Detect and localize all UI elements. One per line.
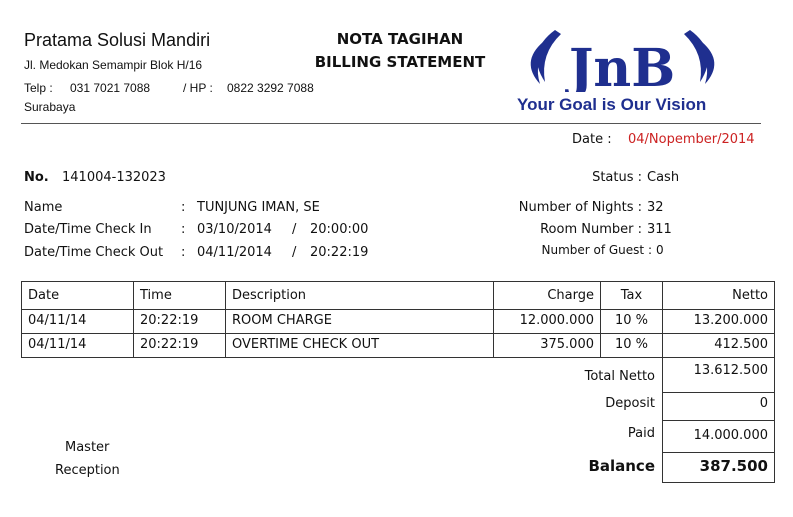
guest-value: 0 <box>656 243 664 257</box>
cell-netto: 412.500 <box>662 333 775 358</box>
checkin-time: 20:00:00 <box>310 222 369 237</box>
title-line2: BILLING STATEMENT <box>314 53 486 71</box>
header-netto: Netto <box>662 281 775 310</box>
paid-value: 14.000.000 <box>662 420 775 453</box>
document-title <box>300 28 500 74</box>
signature-role: Reception <box>55 463 120 478</box>
cell-date: 04/11/14 <box>21 333 134 358</box>
room-value: 311 <box>647 222 672 237</box>
date-value: 04/Nopember/2014 <box>628 132 755 147</box>
header-time: Time <box>133 281 226 310</box>
hp-value: 0822 3292 7088 <box>227 81 314 95</box>
no-label: No. <box>24 170 49 185</box>
cell-charge: 375.000 <box>493 333 601 358</box>
cell-date: 04/11/14 <box>21 309 134 334</box>
room-label: Room Number : <box>540 222 642 237</box>
header-date: Date <box>21 281 134 310</box>
header-tax: Tax <box>600 281 663 310</box>
header-charge: Charge <box>493 281 601 310</box>
status-value: Cash <box>647 170 680 185</box>
colon: : <box>181 222 186 237</box>
header-divider <box>21 123 761 124</box>
checkout-time: 20:22:19 <box>310 245 369 260</box>
name-label: Name <box>24 200 63 215</box>
balance-value: 387.500 <box>662 452 775 483</box>
status-label: Status : <box>592 170 642 185</box>
deposit-label: Deposit <box>605 396 655 411</box>
header-description: Description <box>225 281 494 310</box>
name-value: TUNJUNG IMAN, SE <box>197 200 320 215</box>
company-logo <box>515 22 730 117</box>
company-city: Surabaya <box>24 100 76 114</box>
logo-tagline: Your Goal is Our Vision <box>517 95 707 114</box>
date-label: Date : <box>572 132 612 147</box>
deposit-value: 0 <box>662 392 775 421</box>
colon: : <box>181 245 186 260</box>
title-line1: NOTA TAGIHAN <box>336 30 464 48</box>
cell-charge: 12.000.000 <box>493 309 601 334</box>
cell-description: ROOM CHARGE <box>225 309 494 334</box>
cell-tax: 10 % <box>600 333 663 358</box>
checkin-label: Date/Time Check In <box>24 222 152 237</box>
nights-label: Number of Nights : <box>518 200 642 215</box>
slash: / <box>292 245 297 260</box>
colon: : <box>181 200 186 215</box>
company-name: Pratama Solusi Mandiri <box>24 30 211 50</box>
checkout-label: Date/Time Check Out <box>24 245 164 260</box>
cell-time: 20:22:19 <box>133 309 226 334</box>
hp-label: / HP : <box>183 81 213 95</box>
total-netto-label: Total Netto <box>584 369 655 384</box>
no-value: 141004-132023 <box>62 170 166 185</box>
logo-wings-icon <box>515 22 730 92</box>
checkout-date: 04/11/2014 <box>197 245 272 260</box>
cell-tax: 10 % <box>600 309 663 334</box>
slash: / <box>292 222 297 237</box>
paid-label: Paid <box>627 426 655 441</box>
nights-value: 32 <box>647 200 664 215</box>
telp-label: Telp : <box>24 81 53 95</box>
balance-label: Balance <box>588 457 655 475</box>
company-address: Jl. Medokan Semampir Blok H/16 <box>24 58 203 72</box>
cell-description: OVERTIME CHECK OUT <box>225 333 494 358</box>
cell-netto: 13.200.000 <box>662 309 775 334</box>
total-netto-value: 13.612.500 <box>662 357 775 393</box>
signature-title: Master <box>65 440 110 455</box>
checkin-date: 03/10/2014 <box>197 222 272 237</box>
cell-time: 20:22:19 <box>133 333 226 358</box>
svg-text:JnB: JnB <box>568 38 676 92</box>
guest-label: Number of Guest : <box>541 243 652 257</box>
telp-value: 031 7021 7088 <box>70 81 151 95</box>
